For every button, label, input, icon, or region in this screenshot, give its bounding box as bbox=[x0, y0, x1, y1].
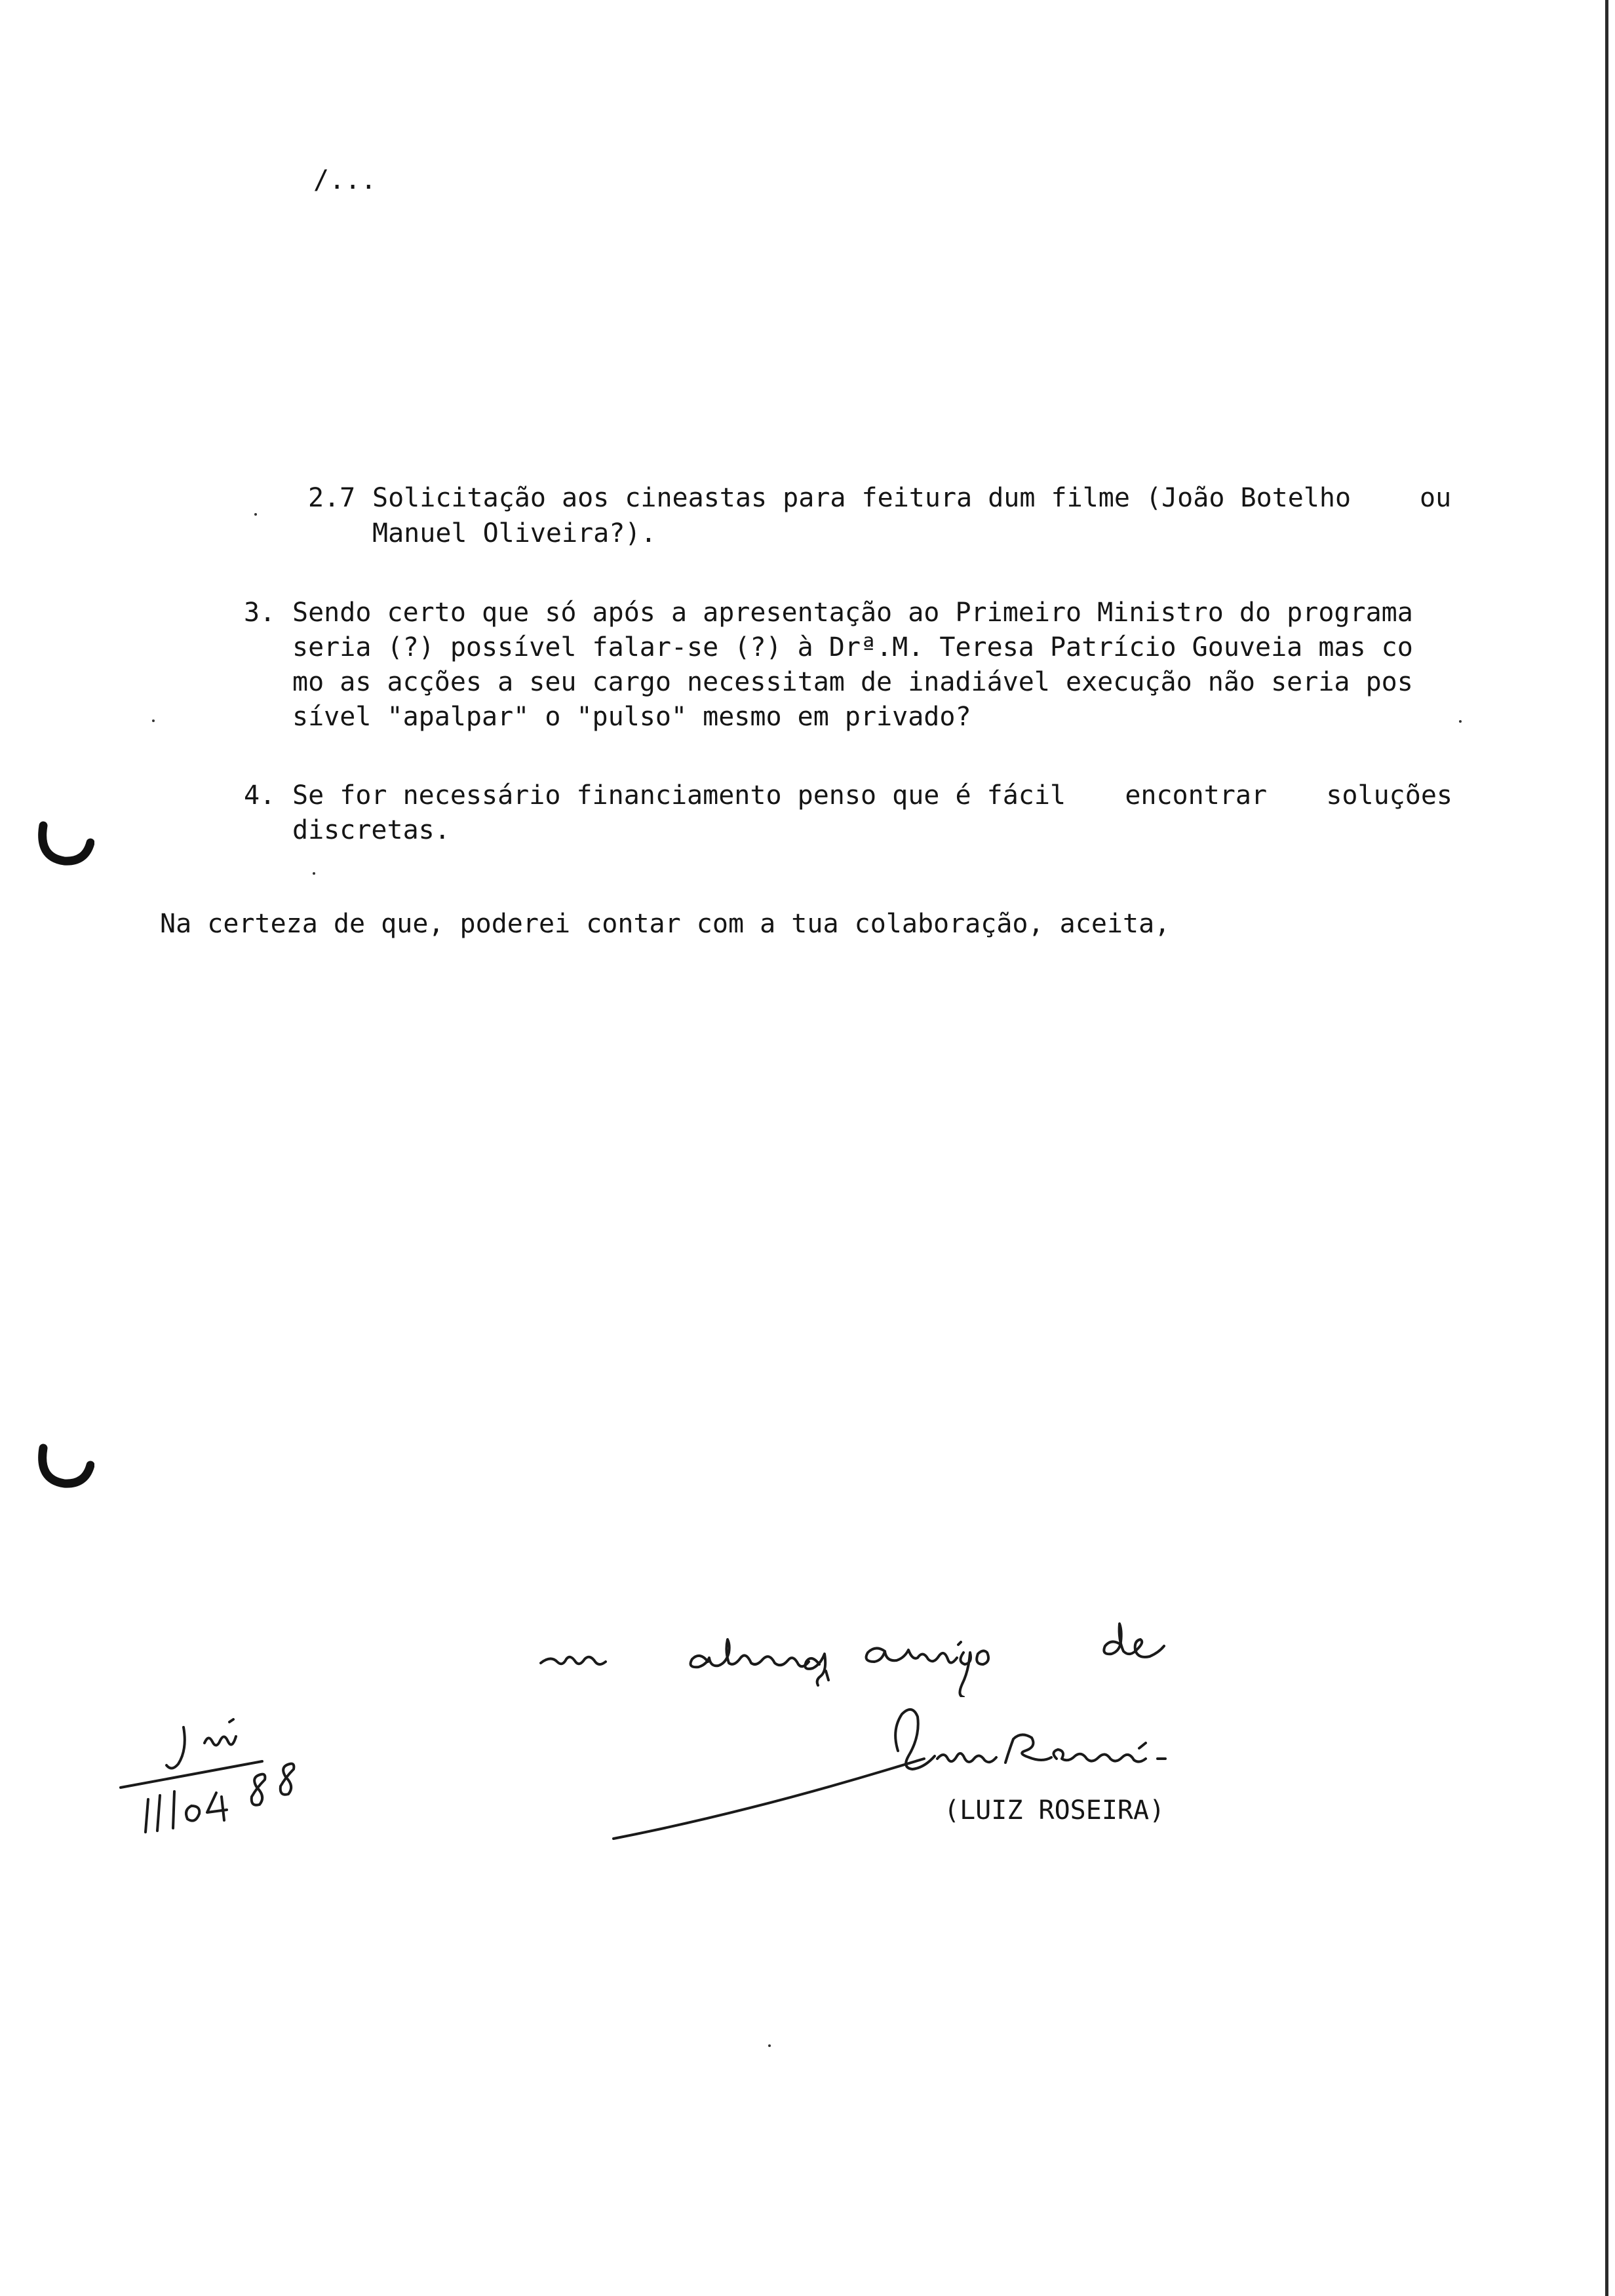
scan-speck bbox=[254, 513, 257, 516]
item-4-number: 4. bbox=[244, 780, 276, 811]
item-3-line3: mo as acções a seu cargo necessitam de inadiável execução não seria pos bbox=[292, 667, 1413, 697]
punch-hole-mark-lower bbox=[34, 1442, 94, 1494]
item-4-line1-part-c: soluções bbox=[1326, 780, 1452, 811]
handwritten-initials-date bbox=[111, 1704, 347, 1848]
scan-speck bbox=[313, 872, 315, 875]
scan-speck bbox=[1459, 720, 1462, 723]
item-4-line1-part-b: encontrar bbox=[1125, 780, 1268, 811]
item-3-line1: Sendo certo que só após a apresentação ao Primeiro Ministro do programa bbox=[292, 598, 1413, 628]
item-3-number: 3. bbox=[244, 598, 276, 628]
closing-sentence: Na certeza de que, poderei contar com a tua colaboração, aceita, bbox=[160, 909, 1171, 939]
signatory-name: (LUIZ ROSEIRA) bbox=[944, 1795, 1165, 1826]
item-4-line1-part-a: Se for necessário financiamento penso que é fácil bbox=[292, 780, 1066, 811]
item-4-line2: discretas. bbox=[292, 815, 450, 845]
item-2-7-line2: Manuel Oliveira?). bbox=[372, 518, 657, 548]
scan-speck bbox=[768, 2044, 771, 2047]
scan-speck bbox=[152, 719, 155, 722]
item-2-7-number: 2.7 bbox=[308, 483, 356, 513]
item-2-7-line1: Solicitação aos cineastas para feitura dum filme (João Botelho bbox=[372, 483, 1352, 513]
item-2-7-line1-end: ou bbox=[1420, 483, 1452, 513]
item-3-line2: seria (?) possível falar-se (?) à Drª.M. Teresa Patrício Gouveia mas co bbox=[292, 632, 1413, 662]
page-edge-border bbox=[1605, 0, 1608, 2296]
punch-hole-mark-upper bbox=[34, 819, 94, 871]
handwritten-closing bbox=[537, 1599, 1206, 1697]
item-4-line1 bbox=[292, 778, 1452, 813]
continuation-mark: /... bbox=[313, 165, 377, 195]
item-3-line4: sível "apalpar" o "pulso" mesmo em privado? bbox=[292, 702, 971, 732]
